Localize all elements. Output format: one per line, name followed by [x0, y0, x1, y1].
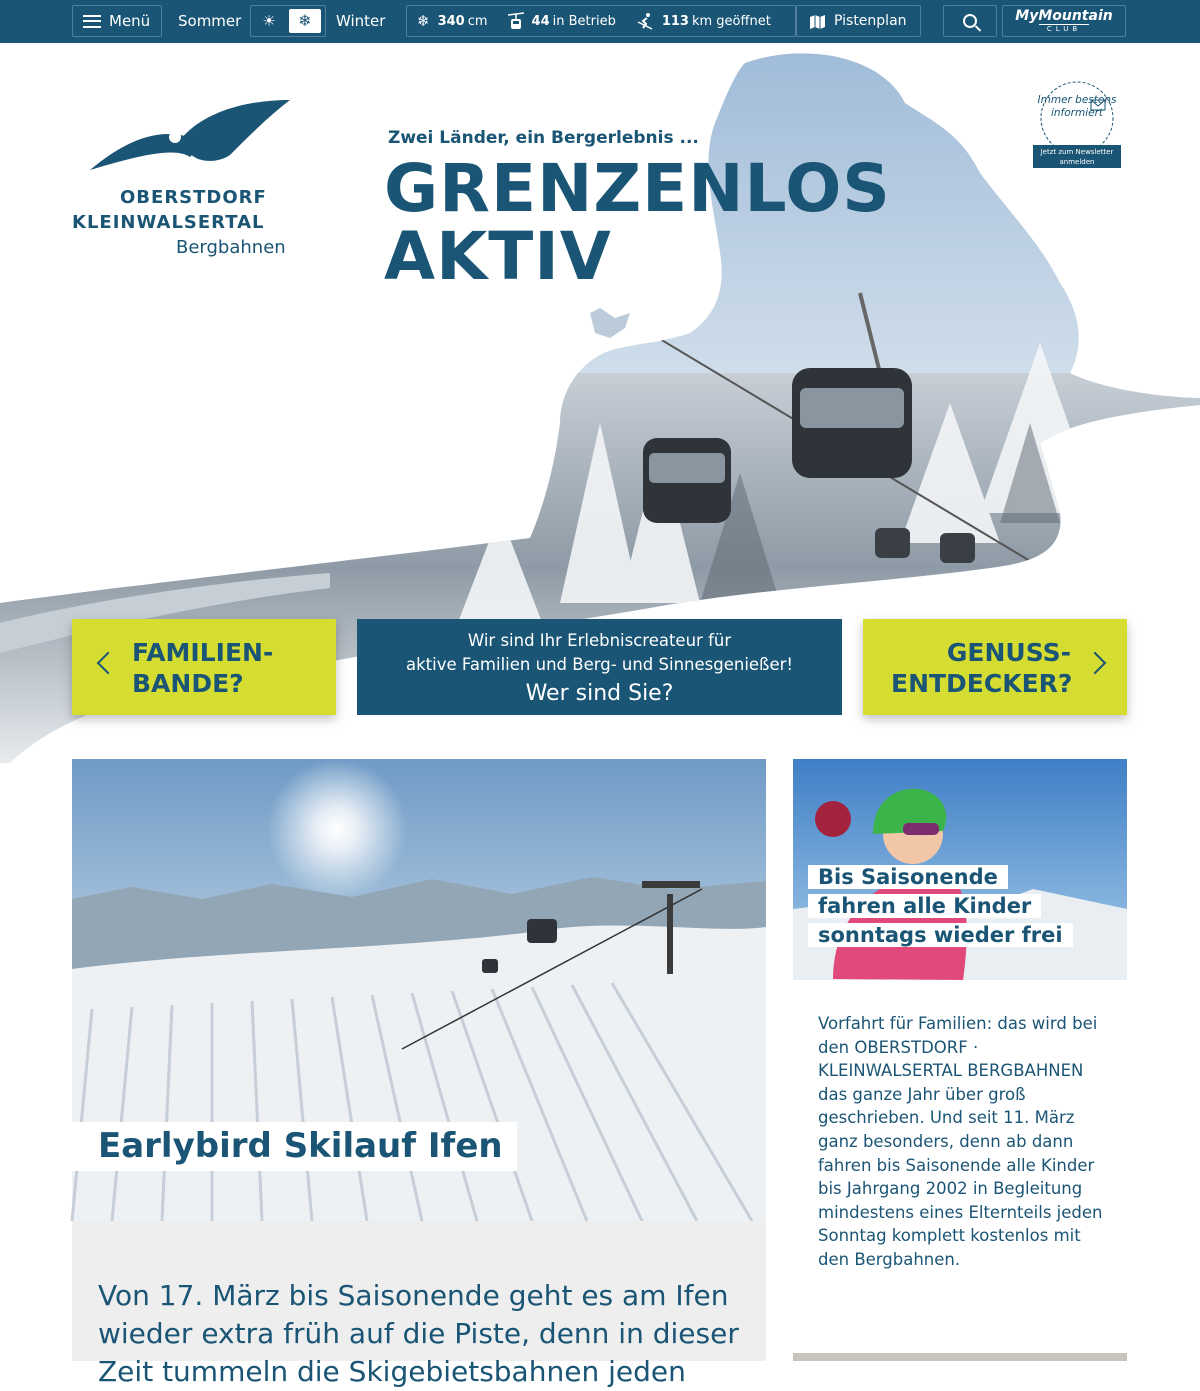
persona-family-label: [132, 637, 273, 699]
snowflake-icon[interactable]: ❄: [289, 9, 321, 33]
headline-line-2: AKTIV: [384, 218, 612, 295]
logo-line-3: Bergbahnen: [176, 237, 286, 258]
mymountain-club-button[interactable]: [1002, 5, 1126, 37]
chevron-left-icon: [97, 652, 120, 675]
menu-button[interactable]: [72, 5, 162, 37]
kids-free-article-text: Vorfahrt für Familien: das wird bei den OBERSTDORF · KLEINWALSERTAL BERGBAHNEN das ganze Jahr über groß geschrieben. Und seit 11. März ganz besonders, denn ab dann fahren bis Saisonende alle Kinder bis Jahrgang 2002 in Begleitung mindestens eines Elternteils jeden Sonntag komplett kostenlos mit den Bergbahnen.: [818, 1014, 1103, 1269]
persona-label-line: BANDE?: [132, 669, 244, 698]
intro-question: Wer sind Sie?: [525, 681, 674, 706]
stat-value: 113: [661, 13, 689, 29]
winter-season-link[interactable]: Winter: [336, 12, 386, 30]
pistenplan-label: Pistenplan: [834, 13, 907, 29]
headline-line-1: GRENZENLOS: [384, 150, 891, 227]
persona-family-button[interactable]: [72, 619, 336, 715]
kids-free-article-title[interactable]: [808, 863, 1078, 950]
logo-line-1: OBERSTDORF: [120, 187, 267, 208]
persona-label-line: ENTDECKER?: [891, 669, 1073, 698]
pistenplan-button[interactable]: [796, 5, 921, 37]
earlybird-article-text: Von 17. März bis Saisonende geht es am Ifen wieder extra früh auf die Piste, denn in dieser Zeit tummeln die Skigebietsbahnen jeden: [98, 1279, 739, 1388]
search-icon: [963, 14, 977, 28]
summer-season-link[interactable]: Sommer: [178, 12, 242, 30]
top-navigation-bar: [0, 0, 1200, 43]
intro-line-1: Wir sind Ihr Erlebniscreateur für: [467, 631, 732, 650]
chevron-right-icon: [1084, 652, 1107, 675]
hero-headline: [384, 150, 891, 295]
season-toggle[interactable]: [250, 5, 326, 37]
earlybird-article-title[interactable]: Earlybird Skilauf Ifen: [72, 1122, 517, 1171]
logo-line-2: KLEINWALSERTAL: [72, 212, 265, 233]
persona-label-line: FAMILIEN-: [132, 638, 274, 667]
intro-line-2: aktive Familien und Berg- und Sinnesgenießer!: [405, 655, 794, 674]
earlybird-article-teaser: [72, 1221, 766, 1388]
persona-intro-box: [357, 619, 842, 715]
stat-unit: km geöffnet: [691, 13, 771, 29]
stat-snow-depth: [407, 6, 498, 36]
hero-kicker: Zwei Länder, ein Bergerlebnis ...: [388, 128, 699, 148]
persona-connoisseur-label: [891, 637, 1071, 699]
newsletter-signup-link[interactable]: Jetzt zum Newsletter anmelden: [1033, 145, 1121, 168]
brand-logo[interactable]: [72, 95, 312, 265]
next-article-image[interactable]: [793, 1353, 1127, 1361]
stat-unit: cm: [467, 13, 488, 29]
stat-lifts-open: [498, 6, 626, 36]
persona-label-line: GENUSS-: [946, 638, 1071, 667]
club-title: MyMountain: [1015, 7, 1113, 24]
search-button[interactable]: [943, 5, 997, 37]
menu-label: Menü: [109, 12, 151, 30]
newsletter-badge-text: Immer bestens informiert: [1037, 94, 1117, 119]
skier-icon: [636, 12, 654, 30]
stat-value: 44: [531, 13, 550, 29]
map-icon: [809, 14, 826, 29]
stat-value: 340: [437, 13, 465, 29]
gondola-icon: [508, 12, 524, 30]
persona-connoisseur-button[interactable]: [863, 619, 1127, 715]
eagle-logo-icon: [80, 95, 300, 185]
snow-report-stats[interactable]: [406, 5, 796, 37]
intro-text: [357, 629, 842, 677]
sun-icon[interactable]: ☀: [262, 12, 276, 30]
snowflake-icon: ❄: [417, 12, 430, 30]
stat-unit: in Betrieb: [552, 13, 616, 29]
kids-free-title-text[interactable]: Bis Saisonende fahren alle Kinder sonntags wieder frei: [808, 865, 1073, 947]
club-subtitle: CLUB: [1039, 24, 1089, 34]
stat-slopes-open: [626, 6, 781, 36]
hamburger-icon: [83, 15, 101, 28]
